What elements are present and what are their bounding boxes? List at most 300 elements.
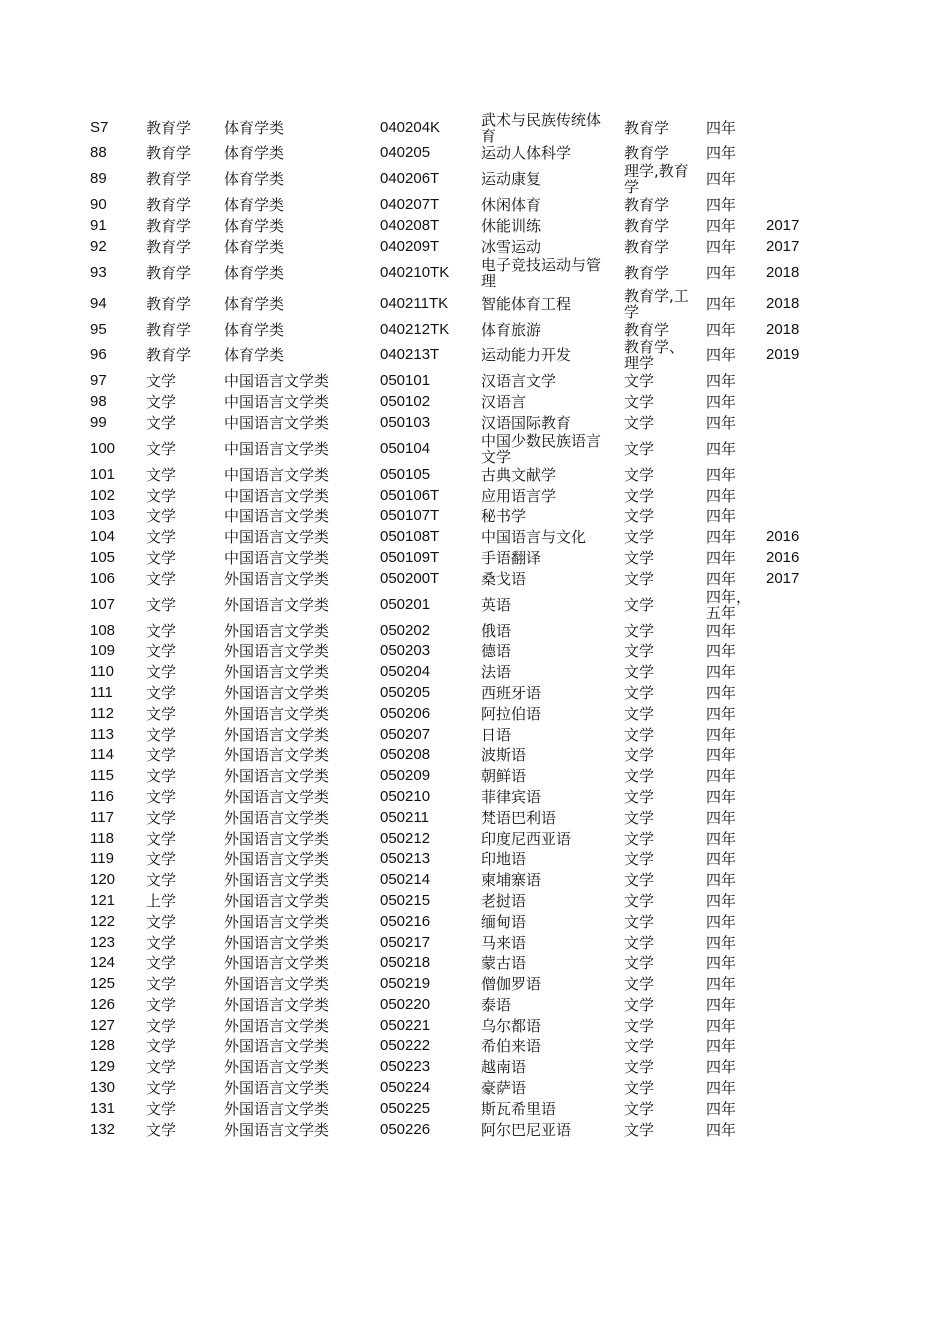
table-row <box>0 506 950 527</box>
major-code: 040207T <box>380 196 440 214</box>
discipline-category: 文学 <box>146 746 177 765</box>
row-number: 132 <box>90 1120 116 1138</box>
table-row <box>0 766 950 787</box>
degree-type: 教育学 <box>624 144 670 163</box>
study-years: 四年 <box>706 933 737 952</box>
table-row <box>0 392 950 413</box>
table-row <box>0 164 950 195</box>
degree-type: 教育学 <box>624 216 670 235</box>
study-years: 四年 <box>706 954 737 973</box>
study-years: 四年 <box>706 995 737 1014</box>
table-row <box>0 589 950 620</box>
year-added <box>766 1036 826 1057</box>
degree-type: 文学 <box>624 1058 655 1077</box>
study-years: 四年 <box>706 1099 737 1118</box>
study-years: 四年 <box>706 642 737 661</box>
major-name: 日语 <box>481 725 512 744</box>
major-code: 050106T <box>380 486 440 504</box>
year-added <box>766 1119 826 1140</box>
discipline-class: 外国语言文学类 <box>224 595 330 614</box>
major-name: 西班牙语 <box>481 683 542 702</box>
year-added <box>766 995 826 1016</box>
discipline-class: 体育学类 <box>224 320 285 339</box>
table-row <box>0 849 950 870</box>
year-added <box>766 112 826 143</box>
row-number: 107 <box>90 595 116 613</box>
major-code: 050102 <box>380 393 431 411</box>
major-code: 050216 <box>380 912 431 930</box>
year-added <box>766 433 826 464</box>
discipline-class: 体育学类 <box>224 144 285 163</box>
row-number: 89 <box>90 170 107 188</box>
discipline-category: 文学 <box>146 1058 177 1077</box>
discipline-class: 体育学类 <box>224 237 285 256</box>
table-row <box>0 288 950 319</box>
major-name: 运动人体科学 <box>481 144 572 163</box>
row-number: S7 <box>90 118 109 136</box>
row-number: 115 <box>90 767 114 785</box>
table-row <box>0 413 950 434</box>
year-added: 2018 <box>766 320 800 338</box>
study-years: 四年 <box>706 683 737 702</box>
major-code: 050201 <box>380 595 431 613</box>
row-number: 114 <box>90 746 114 764</box>
row-number: 98 <box>90 393 107 411</box>
year-added <box>766 371 826 392</box>
study-years: 四年 <box>706 118 737 137</box>
degree-type: 文学 <box>624 663 655 682</box>
major-name: 菲律宾语 <box>481 787 542 806</box>
study-years: 四年 <box>706 1016 737 1035</box>
row-number: 91 <box>90 216 107 234</box>
major-code: 050206 <box>380 704 431 722</box>
study-years: 四年 <box>706 569 737 588</box>
year-added <box>766 953 826 974</box>
major-code: 050109T <box>380 548 440 566</box>
degree-type: 教育学、理学 <box>624 338 685 373</box>
row-number: 96 <box>90 346 107 364</box>
year-added <box>766 932 826 953</box>
year-added <box>766 870 826 891</box>
study-years: 四年 <box>706 808 737 827</box>
discipline-category: 教育学 <box>146 170 192 189</box>
row-number: 127 <box>90 1016 116 1034</box>
study-years: 四年，五年 <box>706 587 752 622</box>
discipline-category: 文学 <box>146 642 177 661</box>
major-code: 050226 <box>380 1120 431 1138</box>
major-code: 050212 <box>380 829 431 847</box>
table-row <box>0 1015 950 1036</box>
major-code: 050208 <box>380 746 431 764</box>
study-years: 四年 <box>706 486 737 505</box>
study-years: 四年 <box>706 346 737 365</box>
discipline-category: 文学 <box>146 954 177 973</box>
major-name: 休闲体育 <box>481 196 542 215</box>
row-number: 118 <box>90 829 114 847</box>
degree-type: 文学 <box>624 1016 655 1035</box>
row-number: 130 <box>90 1079 116 1097</box>
degree-type: 文学 <box>624 439 655 458</box>
year-added <box>766 766 826 787</box>
discipline-class: 外国语言文学类 <box>224 787 330 806</box>
table-row <box>0 641 950 662</box>
study-years: 四年 <box>706 144 737 163</box>
table-row <box>0 683 950 704</box>
discipline-category: 教育学 <box>146 118 192 137</box>
major-name: 泰语 <box>481 995 512 1014</box>
study-years: 四年 <box>706 320 737 339</box>
year-added <box>766 1098 826 1119</box>
row-number: 110 <box>90 663 114 681</box>
discipline-class: 外国语言文学类 <box>224 995 330 1014</box>
table-row <box>0 911 950 932</box>
study-years: 四年 <box>706 439 737 458</box>
major-code: 050215 <box>380 891 431 909</box>
row-number: 113 <box>90 725 114 743</box>
study-years: 四年 <box>706 528 737 547</box>
major-name: 手语翻译 <box>481 548 542 567</box>
degree-type: 文学 <box>624 746 655 765</box>
degree-type: 文学 <box>624 808 655 827</box>
discipline-category: 文学 <box>146 486 177 505</box>
discipline-class: 外国语言文学类 <box>224 767 330 786</box>
major-name: 希伯来语 <box>481 1037 542 1056</box>
row-number: 92 <box>90 237 107 255</box>
discipline-category: 文学 <box>146 683 177 702</box>
row-number: 109 <box>90 642 116 660</box>
study-years: 四年 <box>706 1037 737 1056</box>
discipline-class: 外国语言文学类 <box>224 663 330 682</box>
degree-type: 文学 <box>624 995 655 1014</box>
year-added <box>766 662 826 683</box>
discipline-category: 文学 <box>146 995 177 1014</box>
major-code: 050220 <box>380 995 431 1013</box>
degree-type: 教育学,工学 <box>624 286 689 321</box>
discipline-category: 文学 <box>146 787 177 806</box>
table-row <box>0 112 950 143</box>
degree-type: 教育学 <box>624 237 670 256</box>
row-number: 116 <box>90 787 114 805</box>
major-catalog-table <box>0 112 950 1140</box>
major-code: 040206T <box>380 170 440 188</box>
major-name: 中国语言与文化 <box>481 528 587 547</box>
discipline-class: 外国语言文学类 <box>224 850 330 869</box>
study-years: 四年 <box>706 767 737 786</box>
degree-type: 文学 <box>624 975 655 994</box>
table-row <box>0 745 950 766</box>
major-name: 智能体育工程 <box>481 294 572 313</box>
row-number: 131 <box>90 1099 116 1117</box>
table-row <box>0 319 950 340</box>
row-number: 104 <box>90 528 116 546</box>
discipline-category: 上学 <box>146 891 177 910</box>
row-number: 111 <box>90 683 113 701</box>
discipline-class: 外国语言文学类 <box>224 704 330 723</box>
major-name: 体育旅游 <box>481 320 542 339</box>
major-name: 马来语 <box>481 933 527 952</box>
row-number: 108 <box>90 621 116 639</box>
row-number: 125 <box>90 975 116 993</box>
study-years: 四年 <box>706 1120 737 1139</box>
row-number: 106 <box>90 569 116 587</box>
study-years: 四年 <box>706 850 737 869</box>
discipline-category: 教育学 <box>146 320 192 339</box>
year-added <box>766 392 826 413</box>
discipline-class: 中国语言文学类 <box>224 528 330 547</box>
major-name: 德语 <box>481 642 512 661</box>
year-added <box>766 974 826 995</box>
discipline-class: 体育学类 <box>224 294 285 313</box>
degree-type: 文学 <box>624 787 655 806</box>
major-code: 040204K <box>380 118 441 136</box>
discipline-class: 外国语言文学类 <box>224 621 330 640</box>
year-added <box>766 589 826 620</box>
major-code: 050207 <box>380 725 431 743</box>
discipline-class: 体育学类 <box>224 216 285 235</box>
discipline-class: 外国语言文学类 <box>224 746 330 765</box>
discipline-class: 中国语言文学类 <box>224 413 330 432</box>
study-years: 四年 <box>706 663 737 682</box>
study-years: 四年 <box>706 829 737 848</box>
major-code: 050222 <box>380 1037 431 1055</box>
table-row <box>0 236 950 257</box>
major-name: 印度尼西亚语 <box>481 829 572 848</box>
study-years: 四年 <box>706 507 737 526</box>
major-code: 050223 <box>380 1058 431 1076</box>
year-added <box>766 807 826 828</box>
major-code: 050101 <box>380 372 431 390</box>
degree-type: 文学 <box>624 413 655 432</box>
major-name: 秘书学 <box>481 507 527 526</box>
table-row <box>0 1098 950 1119</box>
row-number: 103 <box>90 507 116 525</box>
study-years: 四年 <box>706 294 737 313</box>
major-code: 050107T <box>380 507 440 525</box>
major-code: 050210 <box>380 787 431 805</box>
study-years: 四年 <box>706 196 737 215</box>
discipline-class: 中国语言文学类 <box>224 372 330 391</box>
major-code: 050202 <box>380 621 431 639</box>
table-row <box>0 807 950 828</box>
table-row <box>0 568 950 589</box>
major-name: 古典文献学 <box>481 465 557 484</box>
discipline-class: 外国语言文学类 <box>224 829 330 848</box>
year-added <box>766 1078 826 1099</box>
study-years: 四年 <box>706 787 737 806</box>
major-name: 休能训练 <box>481 216 542 235</box>
degree-type: 文学 <box>624 725 655 744</box>
major-name: 蒙古语 <box>481 954 527 973</box>
discipline-class: 中国语言文学类 <box>224 486 330 505</box>
study-years: 四年 <box>706 393 737 412</box>
discipline-category: 文学 <box>146 548 177 567</box>
major-name: 桑戈语 <box>481 569 527 588</box>
degree-type: 文学 <box>624 1037 655 1056</box>
major-name: 豪萨语 <box>481 1079 527 1098</box>
row-number: 102 <box>90 486 116 504</box>
table-row <box>0 953 950 974</box>
major-code: 050214 <box>380 871 431 889</box>
discipline-class: 外国语言文学类 <box>224 912 330 931</box>
year-added <box>766 413 826 434</box>
discipline-class: 外国语言文学类 <box>224 871 330 890</box>
table-row <box>0 143 950 164</box>
major-code: 050203 <box>380 642 431 660</box>
year-added <box>766 506 826 527</box>
discipline-category: 文学 <box>146 1016 177 1035</box>
year-added <box>766 464 826 485</box>
year-added <box>766 849 826 870</box>
year-added: 2017 <box>766 237 800 255</box>
row-number: 95 <box>90 320 107 338</box>
major-code: 050213 <box>380 850 431 868</box>
discipline-class: 外国语言文学类 <box>224 1016 330 1035</box>
table-row <box>0 787 950 808</box>
row-number: 93 <box>90 263 107 281</box>
discipline-class: 外国语言文学类 <box>224 683 330 702</box>
major-name: 汉语言文学 <box>481 372 557 391</box>
major-name: 波斯语 <box>481 746 527 765</box>
study-years: 四年 <box>706 216 737 235</box>
table-row <box>0 1119 950 1140</box>
major-code: 040211TK <box>380 294 449 312</box>
discipline-category: 教育学 <box>146 294 192 313</box>
major-name: 阿拉伯语 <box>481 704 542 723</box>
table-row <box>0 216 950 237</box>
table-row <box>0 527 950 548</box>
degree-type: 文学 <box>624 642 655 661</box>
degree-type: 文学 <box>624 954 655 973</box>
year-added <box>766 164 826 195</box>
degree-type: 文学 <box>624 850 655 869</box>
row-number: 121 <box>90 891 116 909</box>
study-years: 四年 <box>706 871 737 890</box>
study-years: 四年 <box>706 170 737 189</box>
year-added <box>766 485 826 506</box>
degree-type: 文学 <box>624 933 655 952</box>
table-row <box>0 891 950 912</box>
major-name: 乌尔都语 <box>481 1016 542 1035</box>
table-row <box>0 195 950 216</box>
study-years: 四年 <box>706 621 737 640</box>
discipline-category: 文学 <box>146 595 177 614</box>
study-years: 四年 <box>706 1079 737 1098</box>
discipline-category: 文学 <box>146 725 177 744</box>
major-code: 050105 <box>380 465 431 483</box>
major-code: 040209T <box>380 237 440 255</box>
discipline-category: 文学 <box>146 975 177 994</box>
table-row <box>0 371 950 392</box>
major-code: 050225 <box>380 1099 431 1117</box>
degree-type: 教育学 <box>624 196 670 215</box>
degree-type: 理学,教育学 <box>624 162 689 197</box>
row-number: 99 <box>90 413 107 431</box>
table-row <box>0 1057 950 1078</box>
year-added <box>766 683 826 704</box>
degree-type: 文学 <box>624 486 655 505</box>
degree-type: 文学 <box>624 1099 655 1118</box>
discipline-category: 文学 <box>146 507 177 526</box>
discipline-category: 文学 <box>146 829 177 848</box>
major-code: 050219 <box>380 975 431 993</box>
table-row <box>0 995 950 1016</box>
major-code: 050217 <box>380 933 431 951</box>
discipline-category: 文学 <box>146 850 177 869</box>
major-code: 040212TK <box>380 320 450 338</box>
discipline-category: 文学 <box>146 1099 177 1118</box>
discipline-category: 文学 <box>146 871 177 890</box>
row-number: 119 <box>90 850 114 868</box>
discipline-class: 中国语言文学类 <box>224 548 330 567</box>
row-number: 94 <box>90 294 107 312</box>
major-name: 老挝语 <box>481 891 527 910</box>
degree-type: 文学 <box>624 704 655 723</box>
discipline-class: 外国语言文学类 <box>224 954 330 973</box>
table-row <box>0 433 950 464</box>
table-row <box>0 828 950 849</box>
year-added: 2019 <box>766 346 800 364</box>
discipline-category: 文学 <box>146 465 177 484</box>
year-added <box>766 724 826 745</box>
major-name: 朝鲜语 <box>481 767 527 786</box>
year-added: 2017 <box>766 216 800 234</box>
study-years: 四年 <box>706 746 737 765</box>
degree-type: 文学 <box>624 595 655 614</box>
major-code: 040213T <box>380 346 440 364</box>
year-added <box>766 620 826 641</box>
major-code: 050205 <box>380 683 431 701</box>
table-row <box>0 724 950 745</box>
row-number: 117 <box>90 808 114 826</box>
discipline-class: 外国语言文学类 <box>224 1037 330 1056</box>
table-row <box>0 932 950 953</box>
degree-type: 文学 <box>624 683 655 702</box>
discipline-class: 体育学类 <box>224 118 285 137</box>
year-added: 2018 <box>766 294 800 312</box>
major-name: 梵语巴利语 <box>481 808 557 827</box>
major-code: 050200T <box>380 569 440 587</box>
year-added <box>766 745 826 766</box>
discipline-class: 中国语言文学类 <box>224 439 330 458</box>
table-row <box>0 620 950 641</box>
study-years: 四年 <box>706 372 737 391</box>
discipline-category: 文学 <box>146 912 177 931</box>
discipline-class: 外国语言文学类 <box>224 725 330 744</box>
discipline-category: 文学 <box>146 621 177 640</box>
discipline-class: 外国语言文学类 <box>224 569 330 588</box>
row-number: 122 <box>90 912 116 930</box>
major-name: 法语 <box>481 663 512 682</box>
discipline-category: 文学 <box>146 663 177 682</box>
table-row <box>0 464 950 485</box>
year-added <box>766 1057 826 1078</box>
degree-type: 文学 <box>624 528 655 547</box>
discipline-category: 文学 <box>146 808 177 827</box>
study-years: 四年 <box>706 465 737 484</box>
year-added <box>766 143 826 164</box>
discipline-category: 文学 <box>146 1079 177 1098</box>
row-number: 105 <box>90 548 116 566</box>
degree-type: 文学 <box>624 393 655 412</box>
table-row <box>0 662 950 683</box>
major-name: 柬埔寨语 <box>481 871 542 890</box>
major-code: 050204 <box>380 663 431 681</box>
major-name: 阿尔巴尼亚语 <box>481 1120 572 1139</box>
major-name: 汉语国际教育 <box>481 413 572 432</box>
discipline-category: 教育学 <box>146 196 192 215</box>
major-name: 电子竞技运动与管理 <box>481 255 602 290</box>
discipline-class: 体育学类 <box>224 346 285 365</box>
